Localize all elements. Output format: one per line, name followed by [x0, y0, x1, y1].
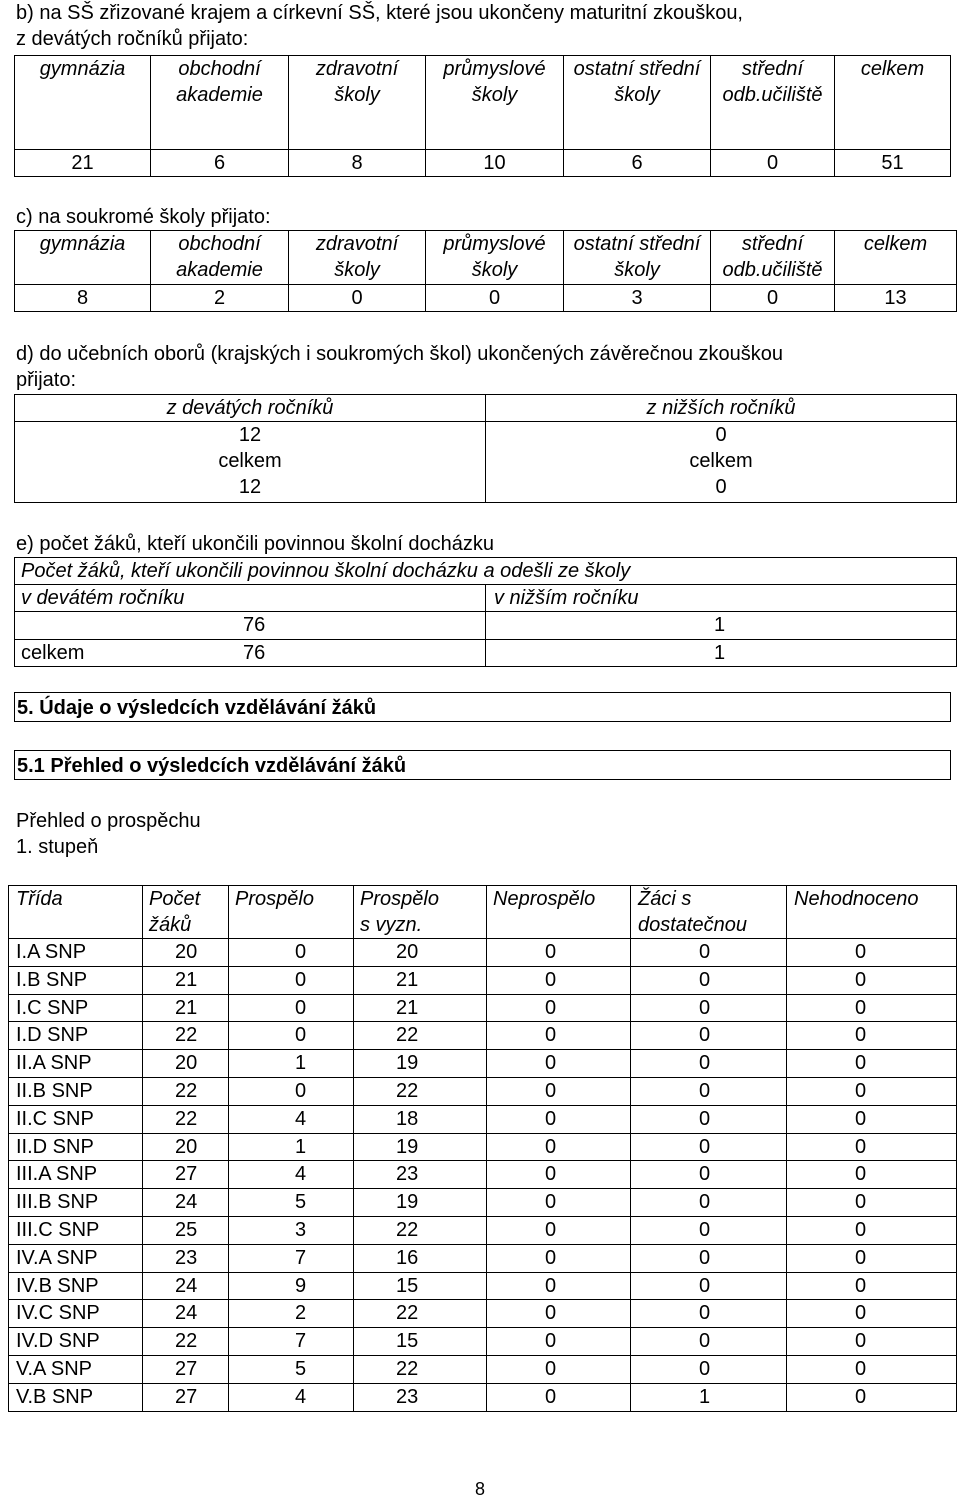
b-value: 8 — [289, 150, 426, 177]
c-header-zdravotni: zdravotní — [315, 233, 399, 255]
b-value: 6 — [564, 150, 711, 177]
d-header-nizsich: z nižších ročníků — [486, 395, 957, 422]
section-d-table — [14, 394, 957, 503]
value-cell: 0 — [229, 994, 354, 1022]
value-cell: 22 — [354, 1216, 487, 1244]
value-cell: 0 — [487, 994, 631, 1022]
d-header-devatych: z devátých ročníků — [15, 395, 486, 422]
table-row — [9, 1300, 957, 1328]
value-cell: 0 — [229, 1077, 354, 1105]
c-header-ostatni: ostatní střední — [573, 233, 701, 255]
e-header-nizsim: v nižším ročníku — [486, 585, 957, 612]
table-row — [9, 1022, 957, 1050]
e-total-nizsim: 1 — [486, 640, 957, 667]
c-value: 8 — [15, 285, 151, 312]
value-cell: 19 — [354, 1050, 487, 1078]
value-cell: 0 — [787, 1328, 957, 1356]
value-cell: 0 — [487, 1022, 631, 1050]
c-value: 0 — [426, 285, 564, 312]
value-cell: 0 — [787, 1355, 957, 1383]
class-name-cell: V.B SNP — [9, 1383, 143, 1411]
class-name-cell: I.A SNP — [9, 939, 143, 967]
value-cell: 0 — [229, 1022, 354, 1050]
d-value-nizsich: 0 — [715, 424, 727, 446]
c-value: 0 — [289, 285, 426, 312]
class-name-cell: II.C SNP — [9, 1105, 143, 1133]
results-header-pocet: Počet — [149, 888, 201, 910]
d-total-nizsich: 0 — [715, 476, 727, 498]
value-cell: 0 — [787, 994, 957, 1022]
value-cell: 0 — [631, 1328, 787, 1356]
value-cell: 0 — [631, 1272, 787, 1300]
value-cell: 0 — [787, 1133, 957, 1161]
value-cell: 18 — [354, 1105, 487, 1133]
value-cell: 1 — [229, 1050, 354, 1078]
d-total-devatych: 12 — [238, 476, 262, 498]
class-name-cell: I.C SNP — [9, 994, 143, 1022]
d-value-devatych: 12 — [238, 424, 262, 446]
c-header-celkem: celkem — [863, 233, 928, 255]
value-cell: 20 — [143, 1133, 229, 1161]
class-name-cell: III.B SNP — [9, 1189, 143, 1217]
b-value: 10 — [426, 150, 564, 177]
class-name-cell: IV.A SNP — [9, 1244, 143, 1272]
class-name-cell: V.A SNP — [9, 1355, 143, 1383]
section-d-title-2: přijato: — [16, 369, 77, 391]
value-cell: 0 — [631, 994, 787, 1022]
value-cell: 4 — [229, 1161, 354, 1189]
value-cell: 0 — [631, 1216, 787, 1244]
value-cell: 22 — [354, 1022, 487, 1050]
value-cell: 21 — [354, 994, 487, 1022]
table-row — [9, 966, 957, 994]
value-cell: 0 — [487, 1328, 631, 1356]
table-row — [9, 1244, 957, 1272]
class-name-cell: II.A SNP — [9, 1050, 143, 1078]
value-cell: 0 — [787, 1383, 957, 1411]
class-name-cell: IV.B SNP — [9, 1272, 143, 1300]
b-value: 21 — [15, 150, 151, 177]
class-name-cell: I.B SNP — [9, 966, 143, 994]
c-header-gymnazia: gymnázia — [39, 233, 126, 255]
value-cell: 5 — [229, 1355, 354, 1383]
value-cell: 5 — [229, 1189, 354, 1217]
value-cell: 0 — [631, 1244, 787, 1272]
section-b-table: gymnázia obchodní akademie zdravotní školy průmyslové školy ostatní střední školy střední odb.učiliště celkem 21 6 8 10 6 0 51 — [14, 55, 951, 177]
class-name-cell: IV.C SNP — [9, 1300, 143, 1328]
value-cell: 0 — [631, 1077, 787, 1105]
value-cell: 21 — [354, 966, 487, 994]
value-cell: 0 — [229, 939, 354, 967]
results-header-neprospelo: Neprospělo — [493, 888, 596, 910]
c-value: 2 — [151, 285, 289, 312]
value-cell: 22 — [143, 1077, 229, 1105]
value-cell: 22 — [143, 1105, 229, 1133]
value-cell: 0 — [631, 1022, 787, 1050]
value-cell: 0 — [229, 966, 354, 994]
value-cell: 7 — [229, 1328, 354, 1356]
e-value-nizsim: 1 — [486, 612, 957, 640]
overview-title: Přehled o prospěchu — [16, 810, 201, 832]
value-cell: 0 — [487, 1383, 631, 1411]
value-cell: 25 — [143, 1216, 229, 1244]
value-cell: 0 — [487, 1133, 631, 1161]
d-total-label: celkem — [218, 450, 282, 472]
value-cell: 3 — [229, 1216, 354, 1244]
value-cell: 0 — [631, 1189, 787, 1217]
value-cell: 0 — [631, 1300, 787, 1328]
value-cell: 27 — [143, 1161, 229, 1189]
value-cell: 19 — [354, 1133, 487, 1161]
value-cell: 0 — [487, 1077, 631, 1105]
b-value: 51 — [835, 150, 951, 177]
value-cell: 0 — [631, 939, 787, 967]
value-cell: 0 — [487, 1272, 631, 1300]
table-row — [9, 1272, 957, 1300]
value-cell: 0 — [631, 1355, 787, 1383]
e-total-devatem: 76 — [243, 642, 266, 664]
section-c-title: c) na soukromé školy přijato: — [16, 206, 271, 228]
value-cell: 0 — [487, 1355, 631, 1383]
value-cell: 0 — [787, 1300, 957, 1328]
heading-5: 5. Údaje o výsledcích vzdělávání žáků — [14, 692, 951, 722]
value-cell: 0 — [787, 939, 957, 967]
table-row — [9, 1077, 957, 1105]
value-cell: 20 — [354, 939, 487, 967]
table-row — [9, 1216, 957, 1244]
value-cell: 9 — [229, 1272, 354, 1300]
table-row — [9, 994, 957, 1022]
value-cell: 1 — [631, 1383, 787, 1411]
value-cell: 0 — [787, 1050, 957, 1078]
value-cell: 19 — [354, 1189, 487, 1217]
value-cell: 23 — [143, 1244, 229, 1272]
class-name-cell: I.D SNP — [9, 1022, 143, 1050]
d-total-label: celkem — [689, 450, 753, 472]
value-cell: 0 — [487, 1189, 631, 1217]
results-header-trida: Třída — [16, 888, 63, 910]
value-cell: 20 — [143, 1050, 229, 1078]
value-cell: 24 — [143, 1300, 229, 1328]
c-value: 0 — [711, 285, 835, 312]
section-b-title-1: b) na SŠ zřizované krajem a církevní SŠ, které jsou ukončeny maturitní zkouškou, — [16, 2, 743, 24]
class-name-cell: IV.D SNP — [9, 1328, 143, 1356]
e-value-devatem: 76 — [15, 612, 486, 640]
table-row — [9, 1328, 957, 1356]
value-cell: 0 — [631, 1133, 787, 1161]
results-header-dostatecnou: Žáci s — [638, 888, 692, 910]
table-row — [9, 1133, 957, 1161]
value-cell: 16 — [354, 1244, 487, 1272]
value-cell: 0 — [487, 1105, 631, 1133]
value-cell: 27 — [143, 1355, 229, 1383]
value-cell: 0 — [631, 1050, 787, 1078]
value-cell: 2 — [229, 1300, 354, 1328]
table-row — [9, 1383, 957, 1411]
b-header-prumyslove: průmyslové — [443, 58, 546, 80]
b-header-obchodni: obchodní — [178, 58, 261, 80]
table-row — [9, 1189, 957, 1217]
page-number: 8 — [474, 1479, 485, 1499]
value-cell: 23 — [354, 1383, 487, 1411]
table-row — [9, 939, 957, 967]
class-name-cell: III.A SNP — [9, 1161, 143, 1189]
value-cell: 0 — [487, 1216, 631, 1244]
value-cell: 0 — [631, 1161, 787, 1189]
b-header-gymnazia: gymnázia — [39, 58, 126, 80]
results-header-prospelo-vyzn: Prospělo — [360, 888, 439, 910]
value-cell: 22 — [143, 1328, 229, 1356]
class-name-cell: II.D SNP — [9, 1133, 143, 1161]
value-cell: 22 — [354, 1300, 487, 1328]
b-header-zdravotni: zdravotní — [315, 58, 399, 80]
value-cell: 0 — [787, 1161, 957, 1189]
table-row — [9, 1050, 957, 1078]
value-cell: 0 — [787, 966, 957, 994]
value-cell: 0 — [487, 1244, 631, 1272]
value-cell: 0 — [487, 1050, 631, 1078]
table-row — [9, 1105, 957, 1133]
results-header-nehodnoceno: Nehodnoceno — [794, 888, 919, 910]
heading-5-1: 5.1 Přehled o výsledcích vzdělávání žáků — [14, 750, 951, 780]
value-cell: 21 — [143, 994, 229, 1022]
value-cell: 27 — [143, 1383, 229, 1411]
b-header-ostatni: ostatní střední — [573, 58, 701, 80]
overview-level: 1. stupeň — [16, 836, 99, 858]
value-cell: 4 — [229, 1105, 354, 1133]
value-cell: 0 — [631, 966, 787, 994]
c-header-prumyslove: průmyslové — [443, 233, 546, 255]
b-header-stredni: střední — [741, 58, 804, 80]
value-cell: 0 — [631, 1105, 787, 1133]
value-cell: 0 — [487, 1161, 631, 1189]
c-header-obchodni: obchodní — [178, 233, 261, 255]
value-cell: 1 — [229, 1133, 354, 1161]
value-cell: 22 — [354, 1355, 487, 1383]
value-cell: 0 — [787, 1105, 957, 1133]
value-cell: 0 — [787, 1244, 957, 1272]
results-header-prospelo: Prospělo — [235, 888, 314, 910]
value-cell: 0 — [787, 1022, 957, 1050]
class-name-cell: II.B SNP — [9, 1077, 143, 1105]
value-cell: 24 — [143, 1272, 229, 1300]
value-cell: 0 — [787, 1216, 957, 1244]
table-row — [9, 1161, 957, 1189]
b-value: 6 — [151, 150, 289, 177]
e-table-title: Počet žáků, kteří ukončili povinnou školní docházku a odešli ze školy — [15, 558, 957, 585]
c-header-stredni: střední — [741, 233, 804, 255]
results-body — [9, 939, 957, 1412]
value-cell: 24 — [143, 1189, 229, 1217]
value-cell: 0 — [487, 939, 631, 967]
value-cell: 23 — [354, 1161, 487, 1189]
section-b-title-2: z devátých ročníků přijato: — [16, 28, 249, 50]
e-total-label: celkem — [21, 642, 85, 664]
value-cell: 0 — [787, 1272, 957, 1300]
b-header-celkem: celkem — [860, 58, 925, 80]
value-cell: 0 — [487, 966, 631, 994]
section-e-title: e) počet žáků, kteří ukončili povinnou školní docházku — [16, 533, 495, 555]
value-cell: 21 — [143, 966, 229, 994]
value-cell: 0 — [787, 1189, 957, 1217]
value-cell: 15 — [354, 1328, 487, 1356]
class-name-cell: III.C SNP — [9, 1216, 143, 1244]
e-header-devatem: v devátém ročníku — [15, 585, 486, 612]
value-cell: 4 — [229, 1383, 354, 1411]
value-cell: 22 — [354, 1077, 487, 1105]
section-c-table: gymnázia obchodní akademie zdravotní školy průmyslové školy ostatní střední školy střední odb.učiliště celkem 8 2 0 0 3 0 13 — [14, 230, 957, 312]
c-value: 3 — [564, 285, 711, 312]
table-row — [9, 1355, 957, 1383]
results-table: Třída Počet žáků Prospělo Prospělo s vyzn. Neprospělo Žáci s dostatečnou Nehodnoceno I.A SNP 20 0 20 0 0 0 I.B SNP 21 0 21 0 0 0 I.C SNP 21 0 21 0 0 0 I.D SNP 22 0 22 0 0 0 II.A SNP 20 1 19 0 0 0 II.B SNP 22 0 22 0 0 0 II.C SNP 22 4 18 0 0 0 II.D SNP 20 1 19 0 0 0 III.A SNP 27 4 23 0 0 0 III.B SNP 24 5 19 0 0 0 III.C SNP 25 3 22 0 0 0 IV.A SNP 23 7 16 0 0 0 IV.B SNP 24 9 15 0 0 0 IV.C SNP 24 2 22 0 0 0 IV.D SNP 22 7 15 0 0 0 V.A SNP 27 5 22 0 0 0 V.B SNP 27 4 23 0 1 0 — [8, 885, 957, 1412]
value-cell: 0 — [787, 1077, 957, 1105]
value-cell: 20 — [143, 939, 229, 967]
b-value: 0 — [711, 150, 835, 177]
section-d-title-1: d) do učebních oborů (krajských i soukromých škol) ukončených závěrečnou zkouškou — [16, 343, 784, 365]
value-cell: 7 — [229, 1244, 354, 1272]
value-cell: 22 — [143, 1022, 229, 1050]
section-e-table — [14, 557, 957, 667]
value-cell: 15 — [354, 1272, 487, 1300]
c-value: 13 — [835, 285, 957, 312]
value-cell: 0 — [487, 1300, 631, 1328]
